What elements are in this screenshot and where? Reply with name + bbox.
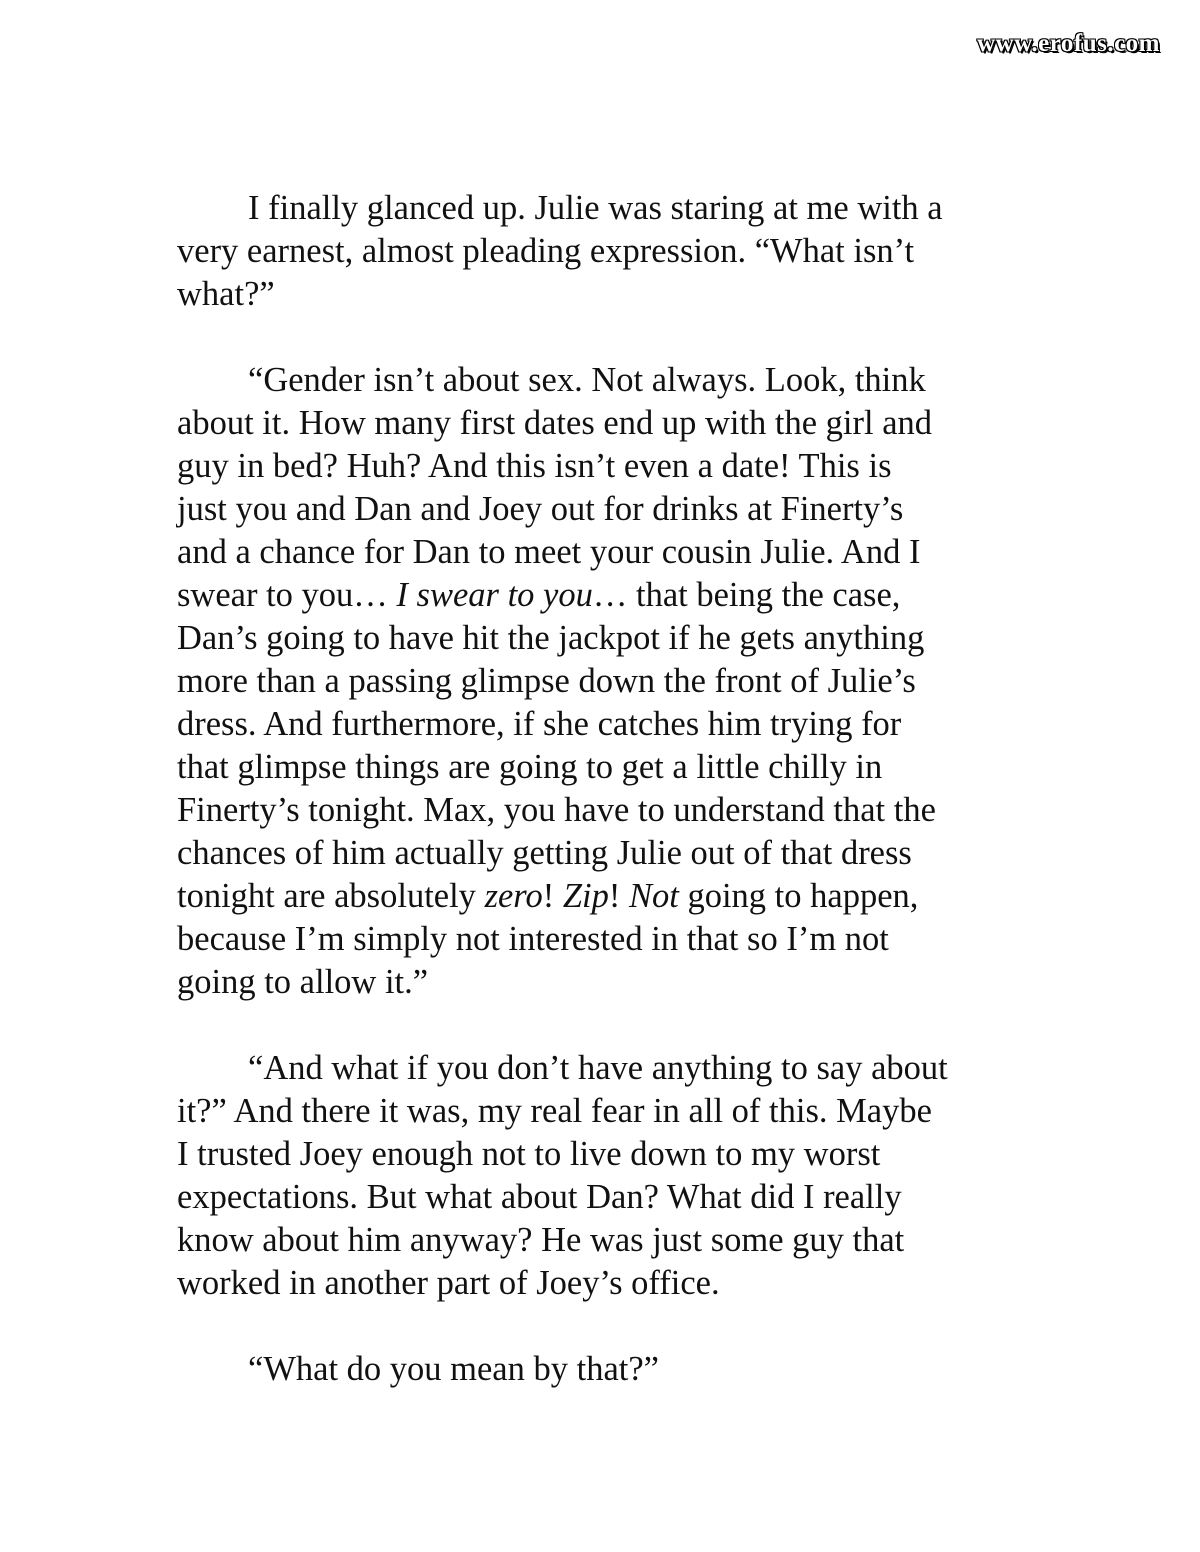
text-run: tonight are absolutely [177,877,485,915]
text-line: “What do you mean by that?” [248,1350,659,1388]
paragraph-gap [177,1305,1017,1348]
paragraph-4 [177,1348,1017,1391]
text-line: Dan’s going to have hit the jackpot if he gets anything [177,619,925,657]
text-line: I trusted Joey enough not to live down to my worst [177,1135,881,1173]
text-line: Finerty’s tonight. Max, you have to understand that the [177,791,936,829]
text-line: chances of him actually getting Julie out of that dress [177,834,912,872]
paragraph-gap [177,316,1017,359]
text-line: because I’m simply not interested in that so I’m not [177,920,889,958]
text-line: and a chance for Dan to meet your cousin Julie. And I [177,533,921,571]
paragraph-2 [177,359,1017,1004]
text-line: going to allow it.” [177,963,429,1001]
text-line: expectations. But what about Dan? What did I really [177,1178,902,1216]
italic-text: zero [484,877,543,915]
text-line: worked in another part of Joey’s office. [177,1264,720,1302]
page-text [177,187,1017,1391]
paragraph-1 [177,187,1017,316]
text-run: swear to you… [177,576,397,614]
text-run: ! [542,877,563,915]
text-line [177,574,1017,617]
italic-text: I swear to you [396,576,593,614]
text-line: just you and Dan and Joey out for drinks at Finerty’s [177,490,904,528]
text-line: “And what if you don’t have anything to say about [248,1049,948,1087]
text-run: going to happen, [678,877,919,915]
watermark: www.erofus.com [977,30,1160,57]
text-run: … that being the case, [592,576,901,614]
text-line: “Gender isn’t about sex. Not always. Look, think [248,361,926,399]
text-line: know about him anyway? He was just some guy that [177,1221,905,1259]
text-line: more than a passing glimpse down the front of Julie’s [177,662,916,700]
italic-text: Not [628,877,679,915]
text-line: I finally glanced up. Julie was staring at me with a [248,189,943,227]
text-line: what?” [177,275,275,313]
text-line [177,875,1017,918]
text-line: guy in bed? Huh? And this isn’t even a date! This is [177,447,892,485]
paragraph-gap [177,1004,1017,1047]
paragraph-3 [177,1047,1017,1305]
text-line: it?” And there it was, my real fear in all of this. Maybe [177,1092,932,1130]
text-line: that glimpse things are going to get a little chilly in [177,748,883,786]
text-line: about it. How many first dates end up with the girl and [177,404,933,442]
italic-text: Zip [562,877,609,915]
text-line: very earnest, almost pleading expression. “What isn’t [177,232,915,270]
text-run: ! [608,877,629,915]
text-line: dress. And furthermore, if she catches him trying for [177,705,902,743]
